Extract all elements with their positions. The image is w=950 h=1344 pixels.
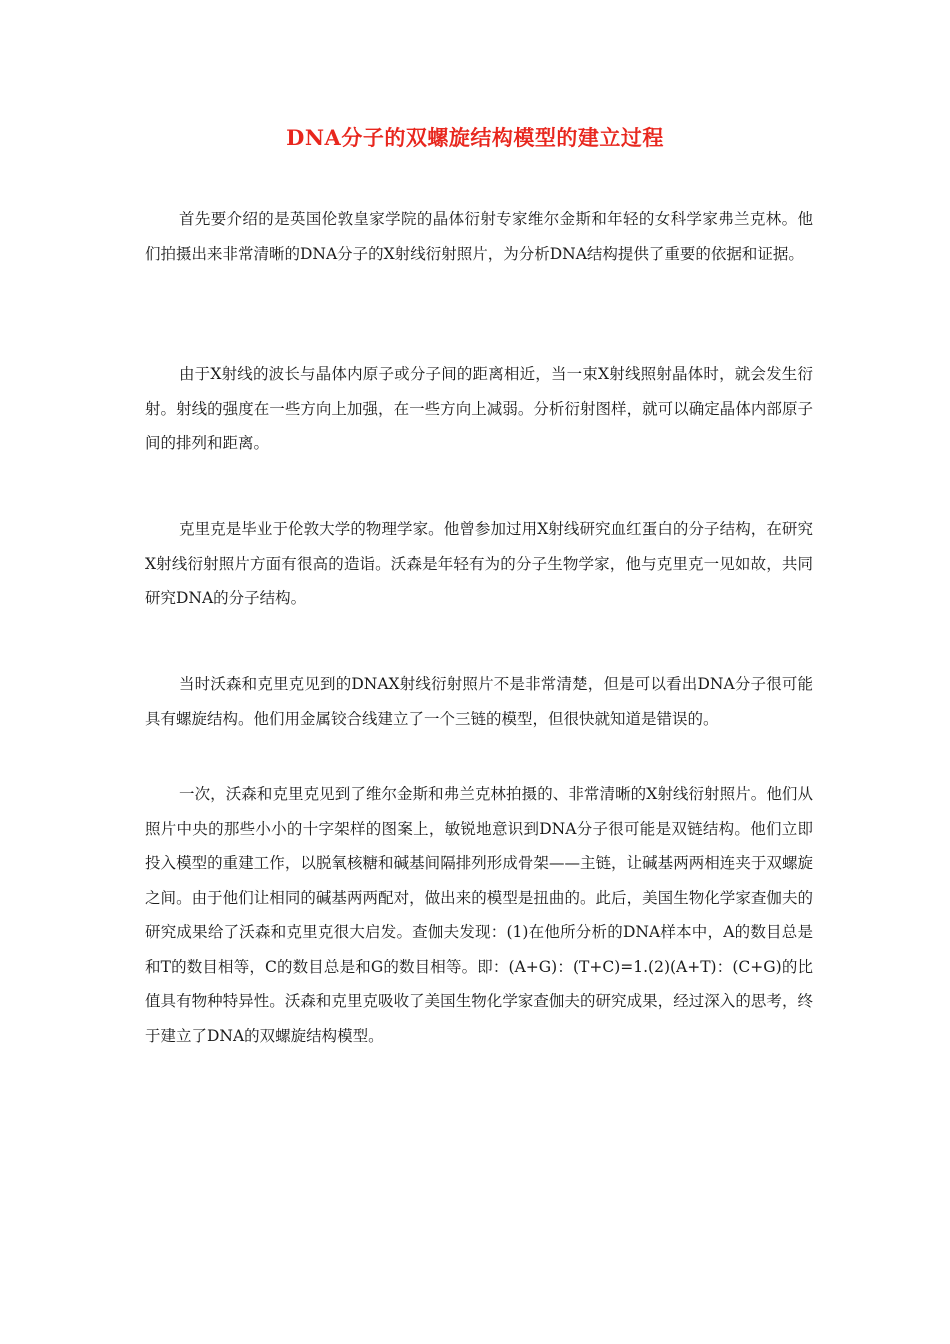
document-title: DNA分子的双螺旋结构模型的建立过程 [286, 125, 664, 150]
paragraph-4: 当时沃森和克里克见到的DNAX射线衍射照片不是非常清楚，但是可以看出DNA分子很可能具有螺旋结构。他们用金属铰合线建立了一个三链的模型，但很快就知道是错误的。 [145, 675, 813, 728]
paragraph-3: 克里克是毕业于伦敦大学的物理学家。他曾参加过用X射线研究血红蛋白的分子结构，在研究X射线衍射照片方面有很高的造诣。沃森是年轻有为的分子生物学家，他与克里克一见如故，共同研究DNA的分子结构。 [145, 520, 813, 607]
paragraph-5: 一次，沃森和克里克见到了维尔金斯和弗兰克林拍摄的、非常清晰的X射线衍射照片。他们从照片中央的那些小小的十字架样的图案上，敏锐地意识到DNA分子很可能是双链结构。他们立即投入模型的重建工作，以脱氧核糖和碱基间隔排列形成骨架——主链，让碱基两两相连夹于双螺旋之间。由于他们让相同的碱基两两配对，做出来的模型是扭曲的。此后，美国生物化学家查伽夫的研究成果给了沃森和克里克很大启发。查伽夫发现：(1)在他所分析的DNA样本中，A的数目总是和T的数目相等，C的数目总是和G的数目相等。即：(A+G)：(T+C)=1.(2)(A+T)：(C+G)的比值具有物种特异性。沃森和克里克吸收了美国生物化学家查伽夫的研究成果，经过深入的思考，终于建立了DNA的双螺旋结构模型。 [145, 785, 813, 1045]
paragraph-1: 首先要介绍的是英国伦敦皇家学院的晶体衍射专家维尔金斯和年轻的女科学家弗兰克林。他们拍摄出来非常清晰的DNA分子的X射线衍射照片，为分析DNA结构提供了重要的依据和证据。 [145, 210, 813, 263]
paragraph-2: 由于X射线的波长与晶体内原子或分子间的距离相近，当一束X射线照射晶体时，就会发生衍射。射线的强度在一些方向上加强，在一些方向上减弱。分析衍射图样，就可以确定晶体内部原子间的排列和距离。 [145, 365, 813, 452]
